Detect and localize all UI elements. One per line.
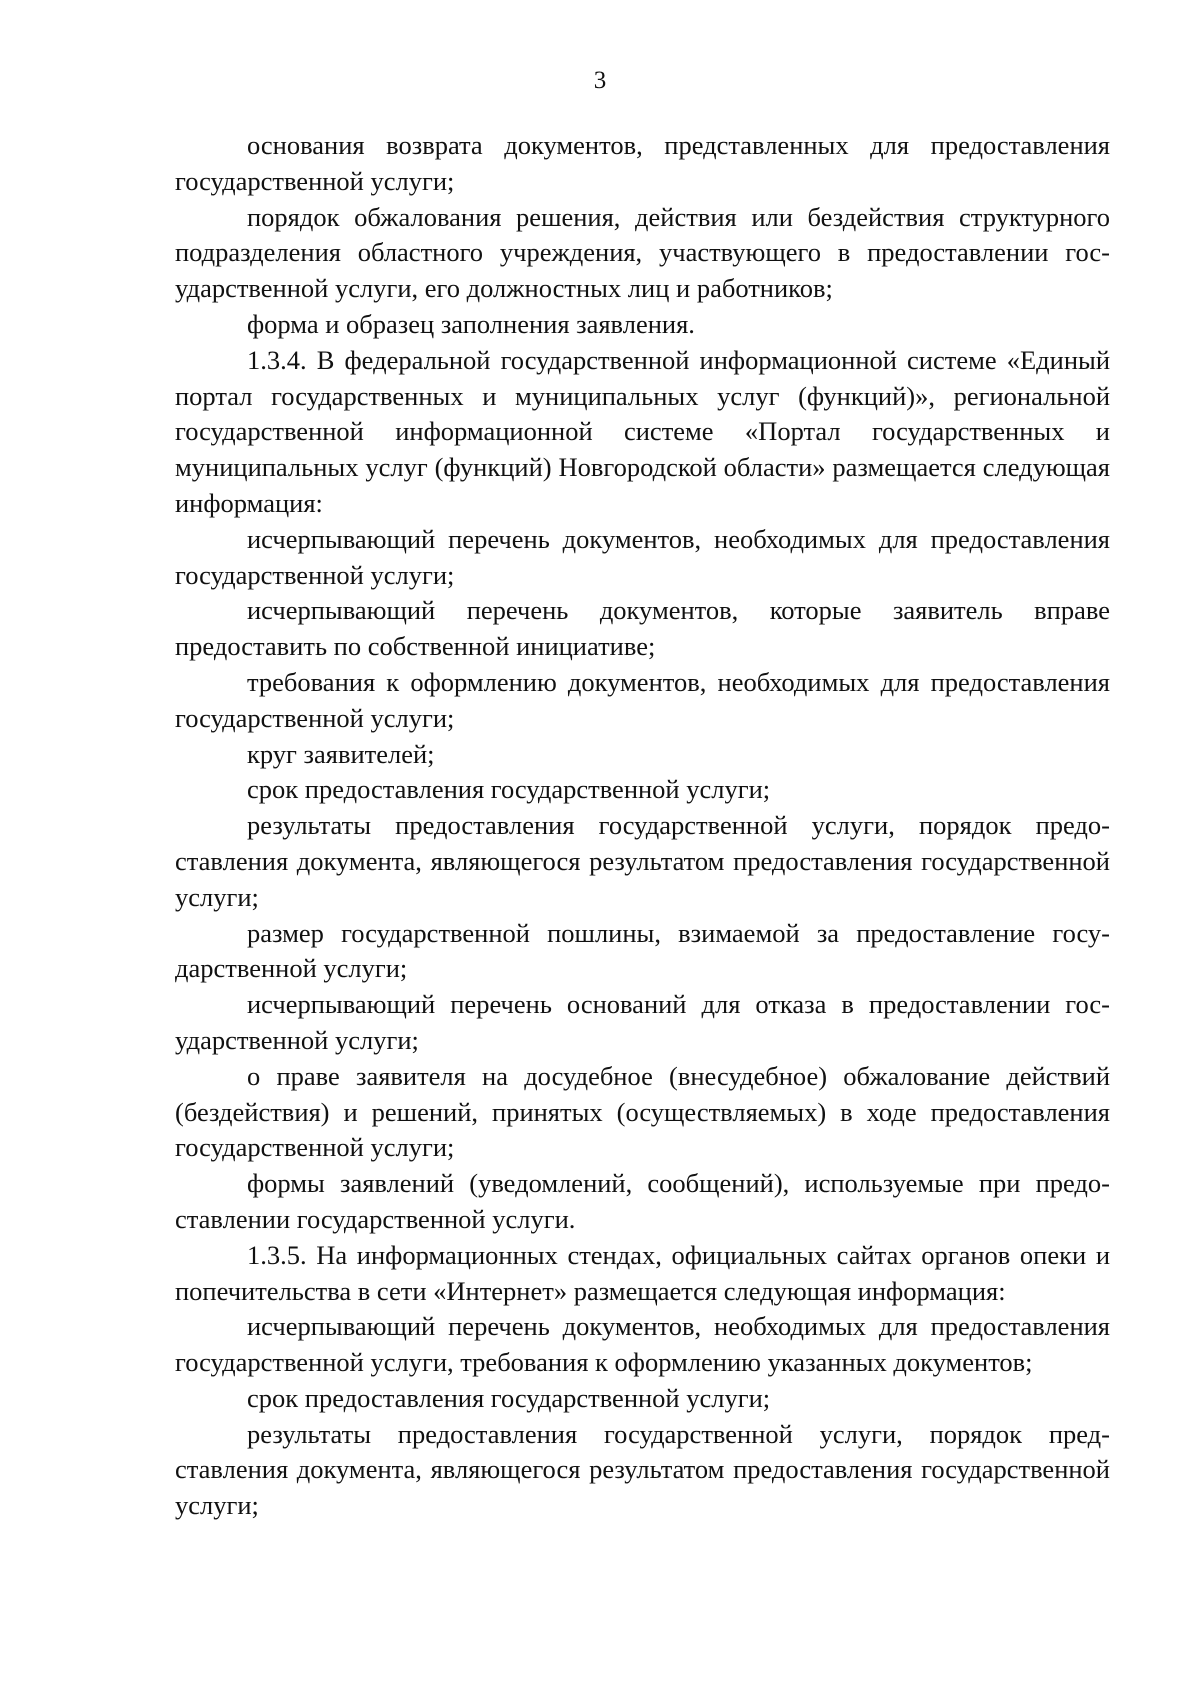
paragraph: срок предоставления государственной услуги; <box>247 774 771 805</box>
paragraph: требования к оформлению документов, необходимых для предоставления государственной услуги; <box>175 666 1110 733</box>
paragraph: исчерпывающий перечень документов, необходимых для предоставления государственной услуги; <box>175 523 1110 590</box>
paragraph: результаты предоставления государственной услуги, порядок предоставления документа, являющегося результатом предоставления государственной услуги; <box>175 810 1110 912</box>
paragraph: о праве заявителя на досудебное (внесудебное) обжалование действий (бездействия) и решений, принятых (осуществляемых) в ходе предоставления государственной услуги; <box>175 1060 1110 1163</box>
paragraph: срок предоставления государственной услуги; <box>247 1382 771 1413</box>
paragraph: формы заявлений (уведомлений, сообщений), используемые при предоставлении государственной услуги. <box>175 1168 1110 1234</box>
paragraph: основания возврата документов, представленных для предоставления государственной услуги; <box>175 130 1110 196</box>
paragraph: результаты предоставления государственной услуги, порядок представления документа, являющегося результатом предоставления государственной услуги; <box>175 1418 1110 1521</box>
paragraph: размер государственной пошлины, взимаемой за предоставление государственной услуги; <box>175 917 1110 984</box>
paragraph: исчерпывающий перечень оснований для отказа в предоставлении государственной услуги; <box>175 989 1110 1055</box>
paragraph: порядок обжалования решения, действия или бездействия структурного подразделения областного учреждения, участвующего в предоставлении государственной услуги, его должностных лиц и работников; <box>175 201 1110 304</box>
paragraph: исчерпывающий перечень документов, необходимых для предоставления государственной услуги, требования к оформлению указанных документов; <box>175 1311 1110 1378</box>
paragraph: форма и образец заполнения заявления. <box>247 308 695 339</box>
paragraph: исчерпывающий перечень документов, которые заявитель вправе предоставить по собственной инициативе; <box>175 595 1110 662</box>
document-body <box>175 128 1110 1524</box>
paragraph: 1.3.4. В федеральной государственной информационной системе «Единый портал государственных и муниципальных услуг (функций)», региональной государственной информационной системе «Портал государственных и муниципальных услуг (функций) Новгородской области» размещается следующая информация: <box>175 344 1110 518</box>
page-number: 3 <box>593 67 607 94</box>
paragraph: круг заявителей; <box>247 738 435 769</box>
paragraph: 1.3.5. На информационных стендах, официальных сайтах органов опеки и попечительства в сети «Интернет» размещается следующая информация: <box>175 1239 1110 1306</box>
